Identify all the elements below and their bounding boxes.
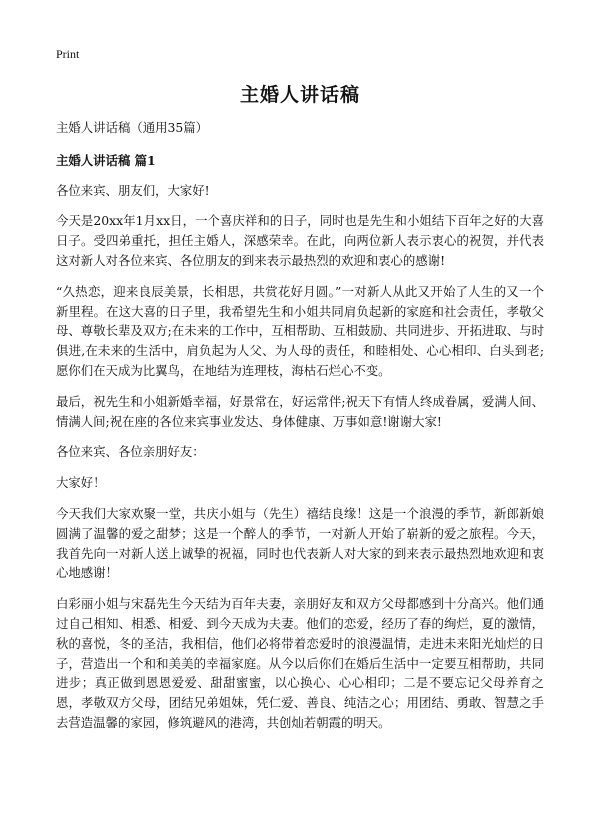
document-body [56, 118, 544, 744]
page-title: 主婚人讲话稿 [239, 84, 360, 106]
section-heading: 主婚人讲话稿 篇1 [56, 152, 156, 168]
paragraph: 大家好！ [56, 475, 106, 491]
paragraph: 今天我们大家欢聚一堂，共庆小姐与（先生）禧结良缘！这是一个浪漫的季节，新郎新娘圆满了温馨的爱之甜梦；这是一个醉人的季节，一对新人开始了崭新的爱之旅程。今天，我首先向一对新人送上诚挚的祝福，同时也代表新人对大家的到来表示最热烈地欢迎和衷心地感谢！ [56, 505, 544, 581]
paragraph: 各位来宾、朋友们，大家好! [56, 182, 210, 198]
document-subtitle: 主婚人讲话稿（通用35篇） [56, 120, 209, 135]
paragraph: 白彩丽小姐与宋磊先生今天结为百年夫妻，亲朋好友和双方父母都感到十分高兴。他们通过自己相知、相悉、相爱、到今天成为夫妻。他们的恋爱，经历了春的绚烂，夏的激情，秋的喜悦，冬的圣洁，我相信，他们必将带着恋爱时的浪漫温情，走进未来阳光灿烂的日子，营造出一个和和美美的幸福家庭。从今以后你们在婚后生活中一定要互相帮助，共同进步；真正做到恩恩爱爱、甜甜蜜蜜，以心换心、心心相印；二是不要忘记父母养育之恩，孝敬双方父母，团结兄弟姐妹，凭仁爱、善良、纯洁之心；用团结、勇敢、智慧之手去营造温馨的家园，修筑避风的港湾，共创灿若朝霞的明天。 [56, 596, 544, 730]
paragraph: 最后，祝先生和小姐新婚幸福，好景常在，好运常伴;祝天下有情人终成眷属，爱满人间、情满人间;祝在座的各位来宾事业发达、身体健康、万事如意!谢谢大家! [56, 393, 544, 429]
paragraph: “久热恋，迎来良辰美景，长相思，共赏花好月圆。”一对新人从此又开始了人生的又一个新里程。在这大喜的日子里，我希望先生和小姐共同肩负起新的家庭和社会责任，孝敬父母、尊敬长辈及双方;在未来的工作中，互相帮助、互相鼓励、共同进步、开拓进取、与时俱进,在未来的生活中，肩负起为人父、为人母的责任，和睦相处、心心相印、白头到老;愿你们在天成为比翼鸟，在地结为连理枝，海枯石烂心不变。 [56, 283, 544, 378]
print-link[interactable]: Print [56, 47, 80, 61]
paragraph: 各位来宾、各位亲朋好友： [56, 444, 205, 460]
paragraph: 今天是20xx年1月xx日，一个喜庆祥和的日子，同时也是先生和小姐结下百年之好的大喜日子。受四弟重托，担任主婚人，深感荣幸。在此，向两位新人表示衷心的祝贺，并代表这对新人对各位来宾、各位朋友的到来表示最热烈的欢迎和衷心的感谢! [56, 213, 544, 268]
